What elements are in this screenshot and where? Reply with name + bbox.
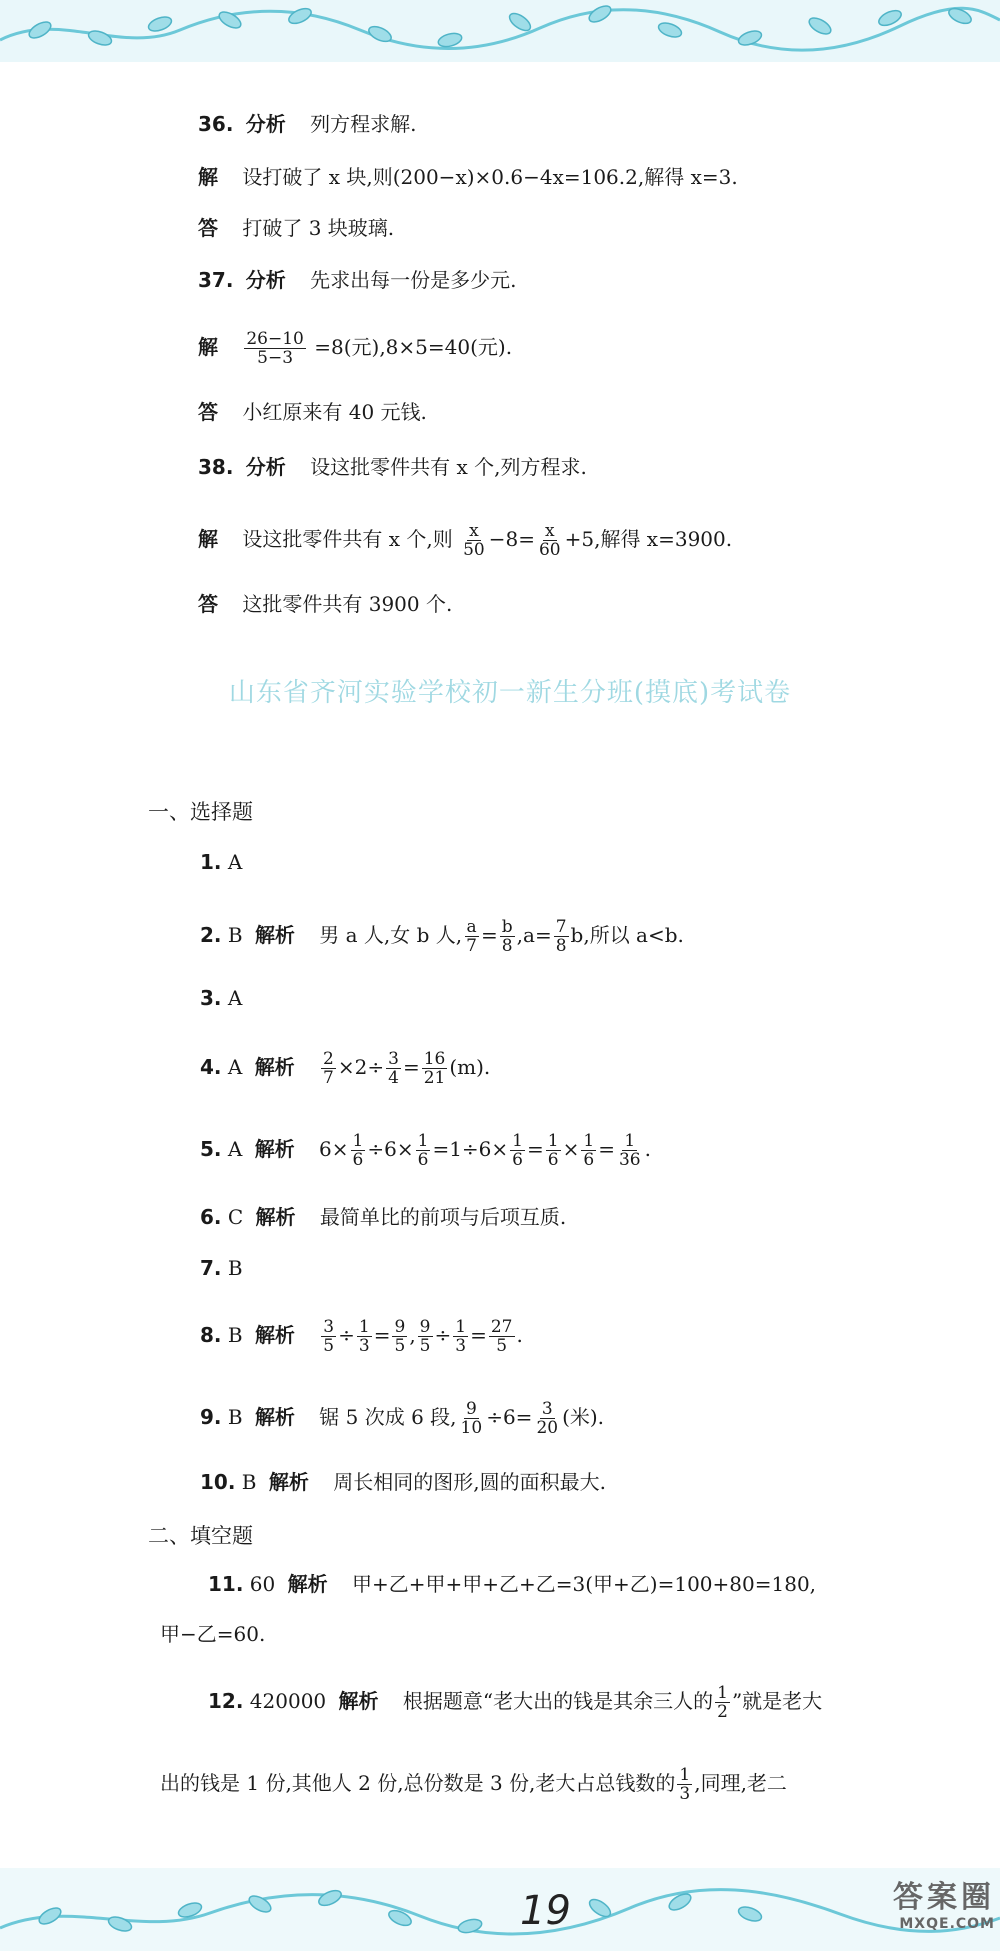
fraction — [617, 1132, 643, 1169]
q38-solution-post: +5,解得 x=3900. — [564, 527, 733, 551]
q36-answer-text: 打破了 3 块玻璃. — [242, 216, 395, 240]
frac-numerator: x — [469, 521, 479, 541]
fraction — [422, 1050, 448, 1087]
explain-text: ,同理,老二 — [694, 1771, 787, 1795]
fill-number: 11. — [208, 1572, 244, 1596]
explain-text: , — [409, 1323, 416, 1347]
frac-numerator: 2 — [323, 1049, 334, 1069]
frac-numerator: 1 — [547, 1131, 559, 1151]
explain-text: 甲+乙+甲+甲+乙+乙=3(甲+乙)=100+80=180, — [351, 1572, 817, 1596]
q37-analysis-text: 先求出每一份是多少元. — [310, 268, 517, 292]
q37-solution-rest: =8(元),8×5=40(元). — [314, 335, 513, 359]
frac-numerator: 26−10 — [246, 329, 304, 349]
q36-solution-text: 设打破了 x 块,则(200−x)×0.6−4x=106.2,解得 x=3. — [242, 165, 738, 189]
frac-numerator: 16 — [423, 1049, 446, 1069]
explain-text: = — [527, 1137, 544, 1161]
q36-answer-line — [198, 214, 394, 242]
answer-label: 答 — [198, 400, 218, 424]
frac-denominator: 5 — [496, 1336, 508, 1356]
explain-text: ÷ — [338, 1323, 355, 1347]
fraction — [489, 1318, 515, 1355]
explain-text: (米). — [562, 1405, 605, 1429]
frac-denominator: 6 — [512, 1150, 523, 1170]
fill-12-cont — [160, 1766, 787, 1803]
explain-text: 出的钱是 1 份,其他人 2 份,总份数是 3 份,老大占总钱数的 — [160, 1771, 676, 1795]
fraction — [351, 1132, 366, 1169]
frac-numerator: 7 — [555, 917, 567, 937]
watermark-bottom-text: MXQE.COM — [899, 1916, 995, 1932]
frac-denominator: 8 — [501, 936, 513, 956]
q38-number: 38. — [198, 455, 234, 479]
choice-number: 8. — [200, 1323, 222, 1347]
fraction — [357, 1318, 372, 1355]
explain-label: 解析 — [254, 1323, 295, 1347]
frac-denominator: 6 — [417, 1150, 429, 1170]
q38-solution-pre: 设这批零件共有 x 个,则 — [242, 527, 453, 551]
frac-denominator: 5 — [419, 1336, 431, 1356]
choice-answer: B — [227, 923, 243, 947]
fraction — [554, 918, 569, 955]
q36-solution-line — [198, 163, 738, 191]
frac-denominator: 4 — [388, 1068, 399, 1088]
explain-label: 解析 — [254, 1137, 295, 1161]
explain-text: = — [481, 923, 498, 947]
choice-7 — [200, 1254, 243, 1282]
fill-number: 12. — [208, 1689, 244, 1713]
choice-number: 5. — [200, 1137, 222, 1161]
fraction — [677, 1766, 692, 1803]
choice-answer: C — [227, 1205, 244, 1229]
choice-5 — [200, 1132, 651, 1169]
explain-text: 甲−乙=60. — [160, 1622, 266, 1646]
fraction — [321, 1318, 336, 1355]
explain-label: 解析 — [254, 1405, 295, 1429]
explain-label: 解析 — [254, 1055, 295, 1079]
frac-numerator: 1 — [417, 1131, 429, 1151]
fraction — [386, 1050, 401, 1087]
frac-numerator: 1 — [358, 1317, 370, 1337]
section-title: 山东省齐河实验学校初一新生分班(摸底)考试卷 — [228, 678, 792, 708]
choice-answer: A — [227, 1055, 243, 1079]
choice-9 — [200, 1400, 604, 1437]
solution-label: 解 — [198, 527, 218, 551]
watermark-top-text: 答案圈 — [893, 1880, 995, 1915]
choice-answer: B — [227, 1323, 243, 1347]
q38-analysis-line — [198, 453, 587, 481]
frac-numerator: b — [501, 917, 513, 937]
fraction — [510, 1132, 525, 1169]
explain-label: 解析 — [268, 1470, 309, 1494]
frac-numerator: 1 — [717, 1683, 728, 1703]
analysis-label: 分析 — [245, 455, 286, 479]
fill-12 — [208, 1684, 822, 1721]
fraction — [416, 1132, 431, 1169]
choice-number: 3. — [200, 986, 222, 1010]
top-vine-border — [0, 0, 1000, 62]
frac-numerator: 1 — [512, 1131, 523, 1151]
choice-10 — [200, 1468, 606, 1496]
frac-numerator: 9 — [419, 1317, 431, 1337]
explain-label: 解析 — [287, 1572, 328, 1596]
page-number: 19 — [520, 1888, 571, 1934]
explain-text: = — [402, 1055, 420, 1079]
fraction — [418, 1318, 433, 1355]
fraction — [715, 1684, 730, 1721]
frac-numerator: 3 — [388, 1049, 399, 1069]
frac-denominator: 2 — [717, 1702, 728, 1722]
fraction — [546, 1132, 561, 1169]
frac-denominator: 7 — [323, 1068, 334, 1088]
frac-denominator: 36 — [618, 1150, 641, 1170]
explain-text: ,a= — [516, 923, 552, 947]
explain-text: b,所以 a<b. — [570, 923, 684, 947]
explain-text: 最简单比的前项与后项互质. — [319, 1205, 567, 1229]
explain-text: 锯 5 次成 6 段, — [319, 1405, 457, 1429]
frac-numerator: x — [544, 521, 555, 541]
frac-numerator: 3 — [323, 1317, 335, 1337]
analysis-label: 分析 — [245, 112, 286, 136]
choice-8 — [200, 1318, 523, 1355]
frac-denominator: 50 — [463, 540, 485, 560]
frac-denominator: 5 — [394, 1336, 406, 1356]
q37-answer-text: 小红原来有 40 元钱. — [242, 400, 427, 424]
frac-numerator: 27 — [490, 1317, 513, 1337]
choice-number: 4. — [200, 1055, 222, 1079]
fraction — [500, 918, 515, 955]
choice-answer: B — [241, 1470, 257, 1494]
fraction — [392, 1318, 407, 1355]
frac-denominator: 7 — [466, 936, 477, 956]
explain-label: 解析 — [254, 923, 295, 947]
choice-number: 9. — [200, 1405, 222, 1429]
frac-denominator: 5 — [323, 1336, 335, 1356]
heading-fill: 二、填空题 — [148, 1524, 253, 1548]
choice-4 — [200, 1050, 490, 1087]
frac-denominator: 6 — [547, 1150, 559, 1170]
choice-answer: A — [227, 850, 243, 874]
fill-answer: 60 — [249, 1572, 276, 1596]
choice-1 — [200, 848, 242, 876]
frac-denominator: 6 — [583, 1150, 595, 1170]
explain-label: 解析 — [255, 1205, 296, 1229]
q38-mid: −8= — [488, 527, 535, 551]
frac-denominator: 10 — [460, 1418, 483, 1438]
analysis-label: 分析 — [245, 268, 286, 292]
explain-text: 周长相同的图形,圆的面积最大. — [333, 1470, 606, 1494]
q36-number: 36. — [198, 112, 234, 136]
frac-denominator: 20 — [536, 1418, 559, 1438]
frac-denominator: 6 — [352, 1150, 364, 1170]
q36-analysis-text: 列方程求解. — [310, 112, 417, 136]
choice-answer: A — [227, 1137, 243, 1161]
choice-6 — [200, 1203, 566, 1231]
frac-denominator: 5−3 — [257, 348, 294, 368]
q37-answer-line — [198, 398, 427, 426]
watermark-logo — [795, 1872, 995, 1948]
q37-solution-line — [198, 330, 512, 367]
explain-text: = — [470, 1323, 487, 1347]
explain-text: ×2÷ — [337, 1055, 385, 1079]
frac-numerator: a — [466, 917, 477, 937]
explain-text: = — [598, 1137, 615, 1161]
frac-denominator: 60 — [538, 540, 561, 560]
heading-choice: 一、选择题 — [148, 800, 253, 824]
fill-11-cont — [160, 1620, 265, 1648]
explain-label: 解析 — [338, 1689, 379, 1713]
frac-denominator: 3 — [358, 1336, 370, 1356]
fraction — [581, 1132, 596, 1169]
q37-fraction — [244, 330, 306, 367]
frac-numerator: 1 — [624, 1131, 636, 1151]
solution-label: 解 — [198, 165, 218, 189]
fraction — [534, 1400, 560, 1437]
choice-number: 10. — [200, 1470, 236, 1494]
choice-3 — [200, 984, 242, 1012]
q38-fraction-2 — [537, 522, 563, 559]
answer-label: 答 — [198, 216, 218, 240]
choice-answer: B — [227, 1256, 243, 1280]
frac-numerator: 1 — [455, 1317, 467, 1337]
explain-text: (m). — [449, 1055, 491, 1079]
choice-answer: B — [227, 1405, 243, 1429]
answer-label: 答 — [198, 592, 218, 616]
choice-number: 6. — [200, 1205, 222, 1229]
fraction — [321, 1050, 336, 1087]
explain-text: × — [562, 1137, 580, 1161]
explain-text: 6× — [319, 1137, 349, 1161]
explain-text: ÷6× — [367, 1137, 414, 1161]
choice-2 — [200, 918, 684, 955]
frac-numerator: 3 — [541, 1399, 553, 1419]
q38-solution-line — [198, 522, 732, 559]
explain-text: . — [644, 1137, 651, 1161]
explain-text: 男 a 人,女 b 人, — [319, 923, 463, 947]
explain-text: =1÷6× — [432, 1137, 509, 1161]
frac-numerator: 9 — [394, 1317, 406, 1337]
choice-answer: A — [227, 986, 243, 1010]
explain-text: ”就是老大 — [731, 1689, 823, 1713]
fraction — [453, 1318, 468, 1355]
q38-fraction-1 — [461, 522, 487, 559]
explain-text: 根据题意“老大出的钱是其余三人的 — [402, 1689, 714, 1713]
frac-denominator: 8 — [555, 936, 567, 956]
solution-label: 解 — [198, 335, 218, 359]
frac-numerator: 1 — [679, 1765, 691, 1785]
q38-answer-text: 这批零件共有 3900 个. — [242, 592, 453, 616]
frac-numerator: 1 — [352, 1131, 364, 1151]
frac-numerator: 9 — [465, 1399, 477, 1419]
q38-analysis-text: 设这批零件共有 x 个,列方程求. — [310, 455, 587, 479]
fraction — [464, 918, 479, 955]
explain-text: ÷6= — [486, 1405, 533, 1429]
fill-11 — [208, 1570, 816, 1598]
choice-number: 1. — [200, 850, 222, 874]
frac-denominator: 3 — [455, 1336, 467, 1356]
q36-analysis-line — [198, 110, 417, 138]
q37-analysis-line — [198, 266, 517, 294]
explain-text: . — [516, 1323, 523, 1347]
q37-number: 37. — [198, 268, 234, 292]
choice-number: 7. — [200, 1256, 222, 1280]
explain-text: = — [373, 1323, 391, 1347]
choice-number: 2. — [200, 923, 222, 947]
frac-denominator: 3 — [679, 1784, 691, 1804]
frac-denominator: 21 — [423, 1068, 446, 1088]
explain-text: ÷ — [434, 1323, 452, 1347]
fill-answer: 420000 — [249, 1689, 327, 1713]
frac-numerator: 1 — [583, 1131, 595, 1151]
q38-answer-line — [198, 590, 452, 618]
fraction — [459, 1400, 485, 1437]
